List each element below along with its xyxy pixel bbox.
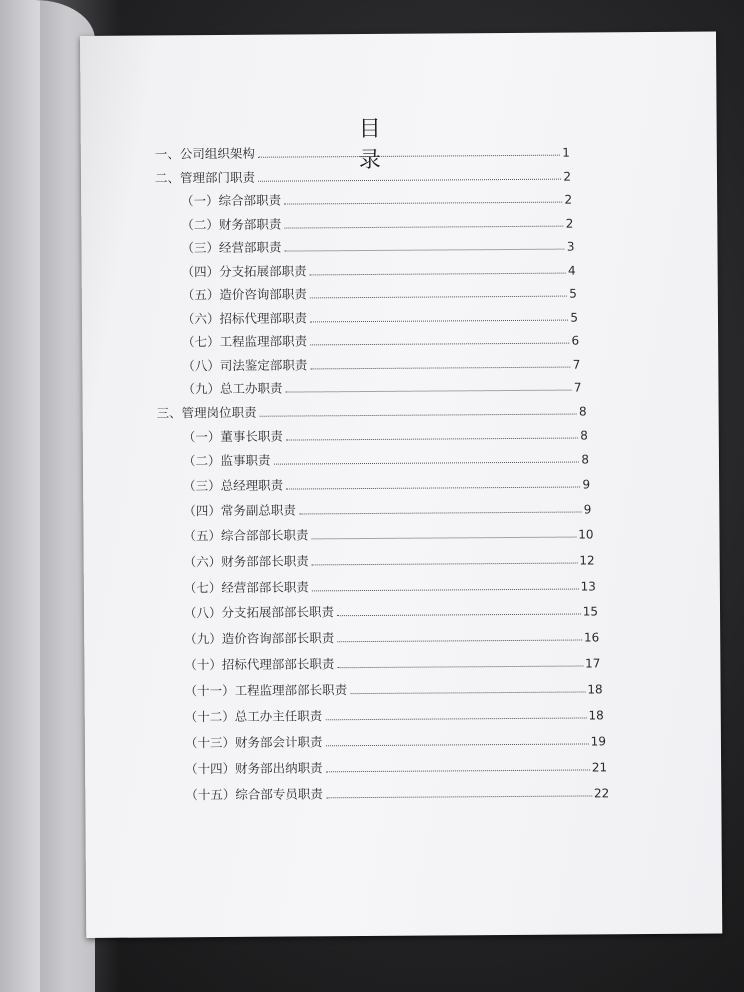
toc-entry-page: 5	[570, 310, 579, 325]
toc-entry[interactable]	[185, 730, 606, 751]
document-page	[80, 32, 722, 938]
toc-title: 目 录	[358, 116, 419, 174]
toc-entry[interactable]	[184, 652, 600, 673]
leader-dots	[310, 272, 566, 276]
toc-entry-page: 8	[581, 452, 590, 467]
toc-entry-label: 二、管理部门职责	[154, 169, 256, 186]
toc-entry-label: （七）工程监理部职责	[182, 333, 308, 350]
toc-entry-label: （六）招标代理部职责	[181, 310, 308, 327]
toc-entry-page: 12	[579, 553, 595, 568]
toc-entry-label: 一、公司组织架构	[154, 145, 255, 162]
toc-entry[interactable]	[182, 377, 581, 398]
toc-entry[interactable]	[185, 704, 604, 725]
leader-dots	[286, 437, 578, 441]
toc-entry[interactable]	[184, 600, 598, 621]
toc-entry[interactable]	[183, 473, 590, 494]
leader-dots	[312, 562, 578, 566]
leader-dots	[337, 613, 581, 617]
toc-entry[interactable]	[182, 330, 579, 351]
leader-dots	[299, 511, 582, 515]
leader-dots	[325, 716, 586, 720]
toc-entry[interactable]	[185, 678, 603, 699]
leader-dots	[258, 178, 561, 182]
toc-entry-page: 2	[565, 216, 574, 231]
leader-dots	[310, 342, 569, 346]
toc-entry[interactable]	[183, 498, 591, 519]
leader-dots	[273, 461, 579, 465]
toc-entry[interactable]	[183, 523, 593, 544]
toc-entry-page: 17	[585, 656, 601, 671]
toc-entry-page: 16	[583, 630, 600, 645]
toc-entry-label: 三、管理岗位职责	[156, 404, 257, 421]
toc-entry-page: 21	[591, 760, 608, 775]
leader-dots	[258, 154, 560, 158]
toc-entry-page: 18	[588, 708, 604, 723]
toc-entry-page: 2	[564, 192, 573, 207]
leader-dots	[310, 295, 567, 299]
toc-entry-page: 5	[569, 286, 577, 301]
toc-entry-page: 22	[593, 786, 610, 801]
toc-entry-label: （一）董事长职责	[182, 428, 283, 445]
toc-entry-label: （九）总工办职责	[182, 380, 283, 397]
leader-dots	[337, 665, 583, 669]
toc-entry-label: （四）常务副总职责	[183, 502, 296, 519]
toc-entry[interactable]	[181, 213, 573, 234]
toc-entry[interactable]	[157, 400, 587, 421]
leader-dots	[260, 413, 577, 417]
toc-entry-page: 7	[572, 357, 581, 372]
toc-entry-page: 2	[563, 169, 572, 184]
toc-entry-label: （七）经营部部长职责	[183, 579, 309, 596]
toc-entry-page: 8	[578, 404, 587, 419]
toc-entry-page: 6	[571, 333, 580, 348]
toc-entry[interactable]	[184, 549, 595, 570]
toc-entry[interactable]	[155, 142, 570, 163]
toc-entry-label: （四）分支拓展部职责	[181, 263, 307, 280]
toc-entry[interactable]	[182, 283, 577, 304]
toc-entry-label: （三）总经理职责	[183, 477, 284, 494]
toc-entry-page: 19	[590, 734, 606, 749]
leader-dots	[285, 389, 571, 393]
toc-list	[80, 32, 722, 938]
toc-entry-page: 15	[582, 604, 599, 619]
toc-entry-label: （十五）综合部专员职责	[185, 786, 323, 803]
toc-entry[interactable]	[185, 782, 609, 803]
toc-entry-page: 3	[566, 239, 575, 254]
toc-entry[interactable]	[155, 166, 571, 187]
toc-entry-label: （二）财务部职责	[181, 216, 282, 233]
toc-entry-page: 18	[587, 682, 603, 697]
leader-dots	[284, 225, 563, 229]
toc-entry[interactable]	[182, 260, 576, 281]
toc-entry-page: 8	[580, 428, 588, 443]
leader-dots	[286, 486, 580, 490]
toc-entry-page: 7	[573, 380, 582, 395]
leader-dots	[284, 201, 562, 205]
toc-entry-label: （六）财务部部长职责	[183, 553, 309, 570]
toc-entry-page: 9	[583, 502, 592, 517]
toc-entry[interactable]	[181, 236, 574, 257]
toc-entry-label: （五）综合部部长职责	[183, 527, 309, 544]
leader-dots	[310, 366, 570, 370]
toc-entry-label: （十二）总工办主任职责	[184, 708, 323, 725]
leader-dots	[337, 639, 582, 643]
leader-dots	[285, 248, 565, 252]
toc-entry[interactable]	[182, 354, 580, 375]
toc-entry-label: （八）司法鉴定部职责	[182, 357, 308, 374]
toc-entry-label: （十三）财务部会计职责	[184, 734, 323, 751]
leader-dots	[326, 794, 592, 798]
toc-entry-page: 4	[567, 263, 576, 278]
toc-entry[interactable]	[184, 575, 596, 596]
toc-entry-label: （二）监事职责	[182, 452, 271, 469]
toc-entry-label: （十四）财务部出纳职责	[185, 760, 323, 777]
leader-dots	[310, 319, 568, 323]
toc-entry-page: 13	[580, 579, 596, 594]
leader-dots	[350, 690, 585, 694]
toc-entry-label: （三）经营部职责	[181, 239, 282, 256]
leader-dots	[312, 588, 579, 592]
toc-entry[interactable]	[183, 424, 588, 445]
toc-entry-page: 10	[578, 527, 594, 542]
toc-entry-label: （十一）工程监理部部长职责	[184, 682, 348, 699]
toc-entry-label: （十）招标代理部部长职责	[184, 656, 335, 673]
leader-dots	[312, 536, 577, 540]
toc-entry-label: （一）综合部职责	[181, 192, 282, 209]
toc-entry-label: （九）造价咨询部部长职责	[184, 630, 335, 647]
toc-entry-label: （八）分支拓展部部长职责	[183, 604, 335, 621]
toc-entry-label: （五）造价咨询部职责	[181, 286, 307, 303]
toc-entry[interactable]	[182, 307, 578, 328]
toc-entry[interactable]	[184, 626, 599, 647]
toc-entry[interactable]	[183, 448, 589, 469]
leader-dots	[326, 768, 590, 772]
leader-dots	[325, 742, 588, 746]
toc-entry-page: 9	[582, 477, 591, 492]
toc-entry[interactable]	[185, 756, 607, 777]
toc-entry-page: 1	[562, 145, 570, 160]
toc-entry[interactable]	[181, 189, 572, 210]
